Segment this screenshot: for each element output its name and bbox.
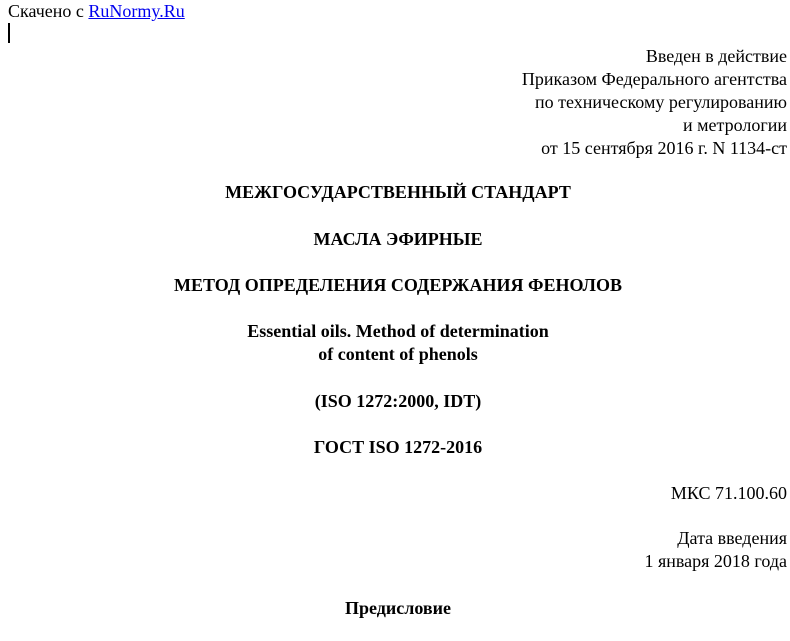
source-prefix: Скачено с: [8, 1, 89, 21]
source-line: [8, 1, 185, 21]
standard-designation: ГОСТ ISO 1272-2016: [313, 437, 483, 457]
standard-type-heading: МЕЖГОСУДАРСТВЕННЫЙ СТАНДАРТ: [225, 182, 571, 202]
enactment-line: Приказом Федерального агентства: [521, 69, 787, 89]
mks-code: МКС 71.100.60: [670, 483, 787, 503]
english-title-line-2: of content of phenols: [318, 344, 478, 364]
english-title-line-1: Essential oils. Method of determination: [247, 321, 549, 341]
text-cursor: [8, 23, 10, 43]
enactment-line: Введен в действие: [645, 46, 787, 66]
enactment-block: [522, 45, 787, 160]
enactment-line: и метрологии: [683, 115, 787, 135]
introduction-date-value: 1 января 2018 года: [644, 551, 787, 571]
method-heading: МЕТОД ОПРЕДЕЛЕНИЯ СОДЕРЖАНИЯ ФЕНОЛОВ: [174, 275, 622, 295]
source-link[interactable]: RuNormy.Ru: [88, 1, 185, 21]
iso-reference: (ISO 1272:2000, IDT): [314, 391, 482, 411]
introduction-date-label: Дата введения: [677, 528, 787, 548]
preface-heading: Предисловие: [345, 598, 451, 618]
subject-heading: МАСЛА ЭФИРНЫЕ: [313, 229, 483, 249]
introduction-date-block: [644, 527, 787, 573]
enactment-line: по техническому регулированию: [534, 92, 787, 112]
enactment-line: от 15 сентября 2016 г. N 1134-ст: [541, 138, 787, 158]
